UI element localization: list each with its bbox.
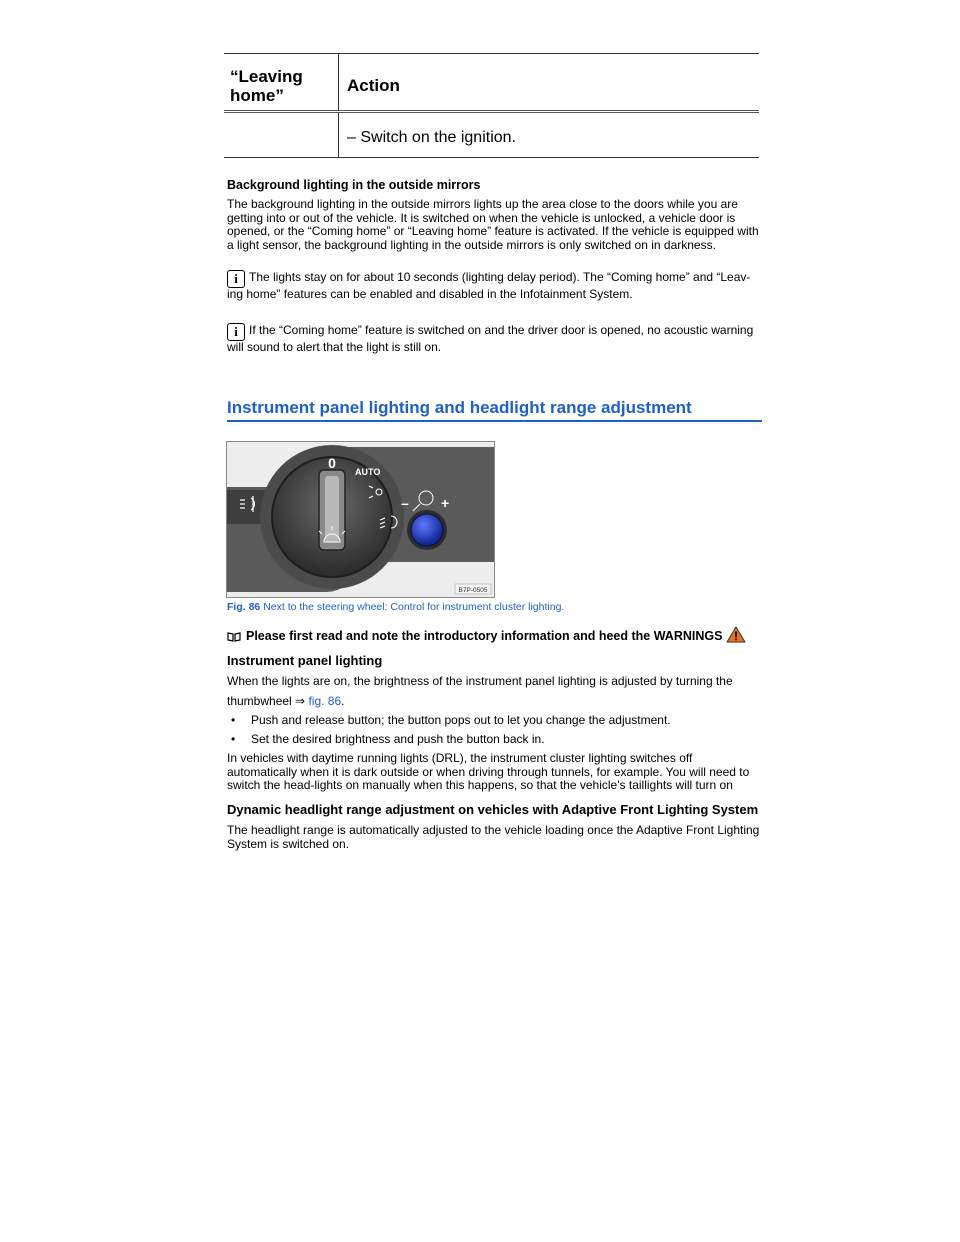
mirror-lighting-heading: Background lighting in the outside mirrors bbox=[227, 178, 481, 192]
drl-paragraph: In vehicles with daytime running lights (DRL), the instrument cluster lighting switches off automatically when it is dark outside or when driving through tunnels, for example. You will need to switch the head-lights on manually when this happens, so that the vehicle's taillights will turn on bbox=[227, 751, 750, 792]
dynamic-adjustment-body: The headlight range is automatically adjusted to the vehicle loading once the Adaptive Front Lighting System is switched on. bbox=[227, 823, 760, 851]
mirror-lighting-body: The background lighting in the outside mirrors lights up the area close to the doors while you are getting into or out of the vehicle. It is switched on when the vehicle is unlocked, a vehicle door is opened, or the “Coming home” or “Leaving home” feature is activated. If the vehicle is equipped with a light sensor, the background lighting in the outside mirrors is only switched on in darkness. bbox=[227, 197, 759, 252]
dynamic-adjustment-heading: Dynamic headlight range adjustment on vehicles with Adaptive Front Lighting System bbox=[227, 802, 759, 817]
period: . bbox=[341, 694, 345, 708]
table-header-action: Action bbox=[347, 76, 400, 95]
list-item bbox=[227, 732, 760, 746]
read-warnings-line bbox=[227, 626, 746, 646]
instrument-lighting-body-2 bbox=[227, 695, 760, 709]
warning-text: Please first read and note the introductory information and heed the WARNINGS bbox=[246, 629, 723, 643]
thumbwheel-button bbox=[411, 514, 443, 546]
note-acoustic-warning bbox=[227, 323, 760, 355]
figure-code: B7P-0505 bbox=[458, 587, 488, 594]
note-text: The lights stay on for about 10 seconds (lighting delay period). The “Coming home” and “Leav-ing home” features can be enabled and disabled in the Infotainment System. bbox=[227, 270, 751, 301]
bullet-text: Set the desired brightness and push the button back in. bbox=[251, 732, 545, 746]
figure-number: Fig. 86 bbox=[227, 601, 261, 613]
table-cell-action: – Switch on the ignition. bbox=[347, 129, 516, 146]
table-row bbox=[224, 113, 759, 158]
table-header-leaving-home: “Leaving home” bbox=[224, 54, 339, 110]
instrument-lighting-body-1: When the lights are on, the brightness of the instrument panel lighting is adjusted by turning the bbox=[227, 674, 733, 688]
knob-label-auto: AUTO bbox=[355, 467, 381, 477]
bullet-dot: • bbox=[231, 732, 236, 746]
bullet-text: Push and release button; the button pops out to let you change the adjustment. bbox=[251, 713, 671, 727]
light-switch-figure bbox=[226, 441, 495, 598]
instrument-lighting-heading: Instrument panel lighting bbox=[227, 653, 383, 668]
figure-caption bbox=[227, 601, 564, 613]
table-cell-empty bbox=[224, 113, 339, 157]
book-icon bbox=[227, 631, 241, 641]
light-switch-illustration bbox=[227, 442, 494, 597]
section-title: Instrument panel lighting and headlight range adjustment bbox=[227, 398, 762, 422]
warning-triangle-icon bbox=[726, 626, 746, 646]
instrument-lighting-body-2-text: thumbwheel ⇒ bbox=[227, 694, 306, 708]
table-header-row bbox=[224, 54, 759, 113]
note-text: If the “Coming home” feature is switched on and the driver door is opened, no acoustic warning will sound to alert that the light is still on. bbox=[227, 323, 754, 354]
list-item bbox=[227, 713, 760, 727]
thumbwheel-minus: – bbox=[401, 495, 409, 511]
knob-label-zero: 0 bbox=[328, 455, 336, 471]
leaving-home-table bbox=[224, 53, 759, 158]
bullet-dot: • bbox=[231, 713, 236, 727]
thumbwheel-plus: + bbox=[441, 495, 450, 511]
note-lighting-delay bbox=[227, 270, 760, 302]
info-icon: i bbox=[227, 323, 245, 341]
figure-caption-text: Next to the steering wheel: Control for instrument cluster lighting. bbox=[263, 601, 565, 613]
figure-link[interactable]: fig. 86 bbox=[308, 694, 342, 708]
info-icon: i bbox=[227, 270, 245, 288]
